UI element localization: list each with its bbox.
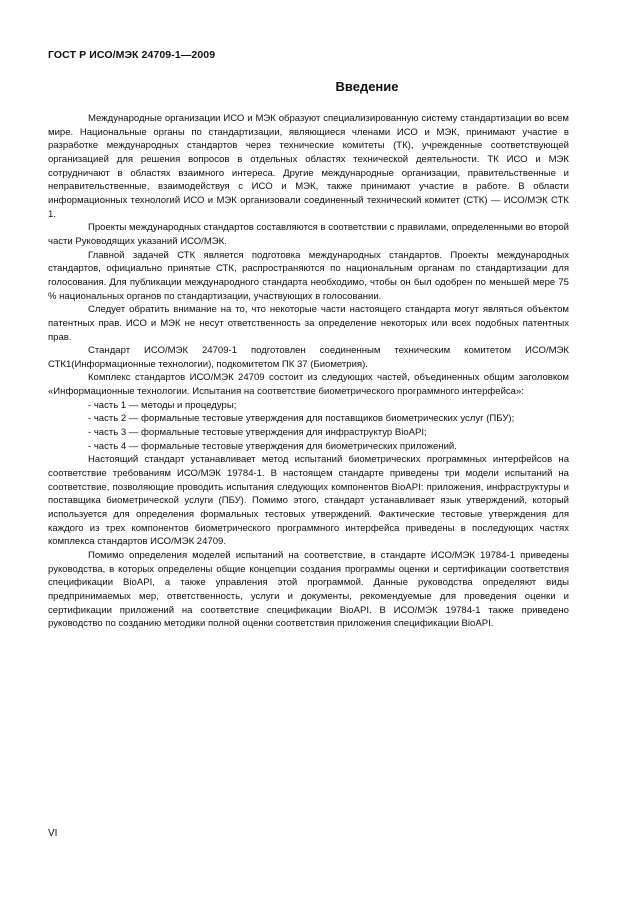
list-item: - часть 2 — формальные тестовые утверждения для поставщиков биометрических услуг (ПБУ); xyxy=(88,413,515,425)
section-title: Введение xyxy=(335,79,399,94)
paragraph: Проекты международных стандартов составляются в соответствии с правилами, определенными во второй части Руководящих указаний ИСО/МЭК. xyxy=(48,222,569,247)
paragraph: Стандарт ИСО/МЭК 24709-1 подготовлен соединенным техническим комитетом ИСО/МЭК СТК1(Информационные технологии), подкомитетом ПК 37 (Биометрия). xyxy=(48,345,569,370)
paragraph: Комплекс стандартов ИСО/МЭК 24709 состоит из следующих частей, объединенных общим заголовком «Информационные технологии. Испытания на соответствие биометрического программного интерфейса»: xyxy=(48,372,569,398)
list-item: - часть 4 — формальные тестовые утверждения для биометрических приложений. xyxy=(88,440,457,452)
paragraph: Помимо определения моделей испытаний на соответствие, в стандарте ИСО/МЭК 19784-1 приведены руководства, в которых определены общие концепции создания программы оценки и сертификации соответствия спецификации BioAPI, а также управления этой программой. Данные руководства определяют виды предпринимаемых мер, ответственность, услуги и документы, рекомендуемые для проведения оценки и сертификации приложений на соответствие спецификации BioAPI. В ИСО/МЭК 19784-1 также приведено руководство по созданию методики полной оценки соответствия приложения спецификации BioAPI. xyxy=(48,550,569,630)
paragraph: Следует обратить внимание на то, что некоторые части настоящего стандарта могут являться объектом патентных прав. ИСО и МЭК не несут ответственность за определение некоторых или всех подобных патентных прав. xyxy=(48,304,569,343)
document-header: ГОСТ Р ИСО/МЭК 24709-1—2009 xyxy=(48,49,216,61)
list-item: - часть 1 — методы и процедуры; xyxy=(88,399,237,411)
paragraph: Настоящий стандарт устанавливает метод испытаний биометрических программных интерфейсов на соответствие требованиям ИСО/МЭК 19784-1. В настоящем стандарте приведены три модели испытаний на соответствие, позволяющие проводить испытания следующих компонентов BioAPI: приложения, инфраструктуры и поставщика биометрической услуги (ПБУ). Помимо этого, стандарт устанавливает язык утверждений, который используется для определения формальных тестовых утверждений. Фактические тестовые утверждения для каждого из трех компонентов биометрического программного интерфейса приведены в последующих частях комплекса стандартов ИСО/МЭК 24709. xyxy=(48,454,569,548)
page-number: VI xyxy=(48,828,58,839)
document-body xyxy=(48,112,569,631)
list-item: - часть 3 — формальные тестовые утверждения для инфраструктур BioAPI; xyxy=(88,427,427,439)
paragraph: Главной задачей СТК является подготовка международных стандартов. Проекты международных стандартов, официально принятые СТК, распространяются по национальным органам по стандартизации для голосования. Для публикации международного стандарта необходимо, чтобы он был одобрен по меньшей мере 75 % национальных органов по стандартизации, участвующих в голосовании. xyxy=(48,249,569,302)
paragraph: Международные организации ИСО и МЭК образуют специализированную систему стандартизации во всем мире. Национальные органы по стандартизации, являющиеся членами ИСО и МЭК, принимают участие в разработке международных стандартов через технические комитеты (ТК), учрежденные соответствующей организацией для решения вопросов в отдельных областях технической деятельности. ТК ИСО и МЭК сотрудничают в областях взаимного интереса. Другие международные организации, правительственные и неправительственные, взаимодействуя с ИСО и МЭК, также принимают участие в работе. В области информационных технологий ИСО и МЭК организовали соединенный технический комитет (СТК) — ИСО/МЭК СТК 1. xyxy=(48,113,569,220)
